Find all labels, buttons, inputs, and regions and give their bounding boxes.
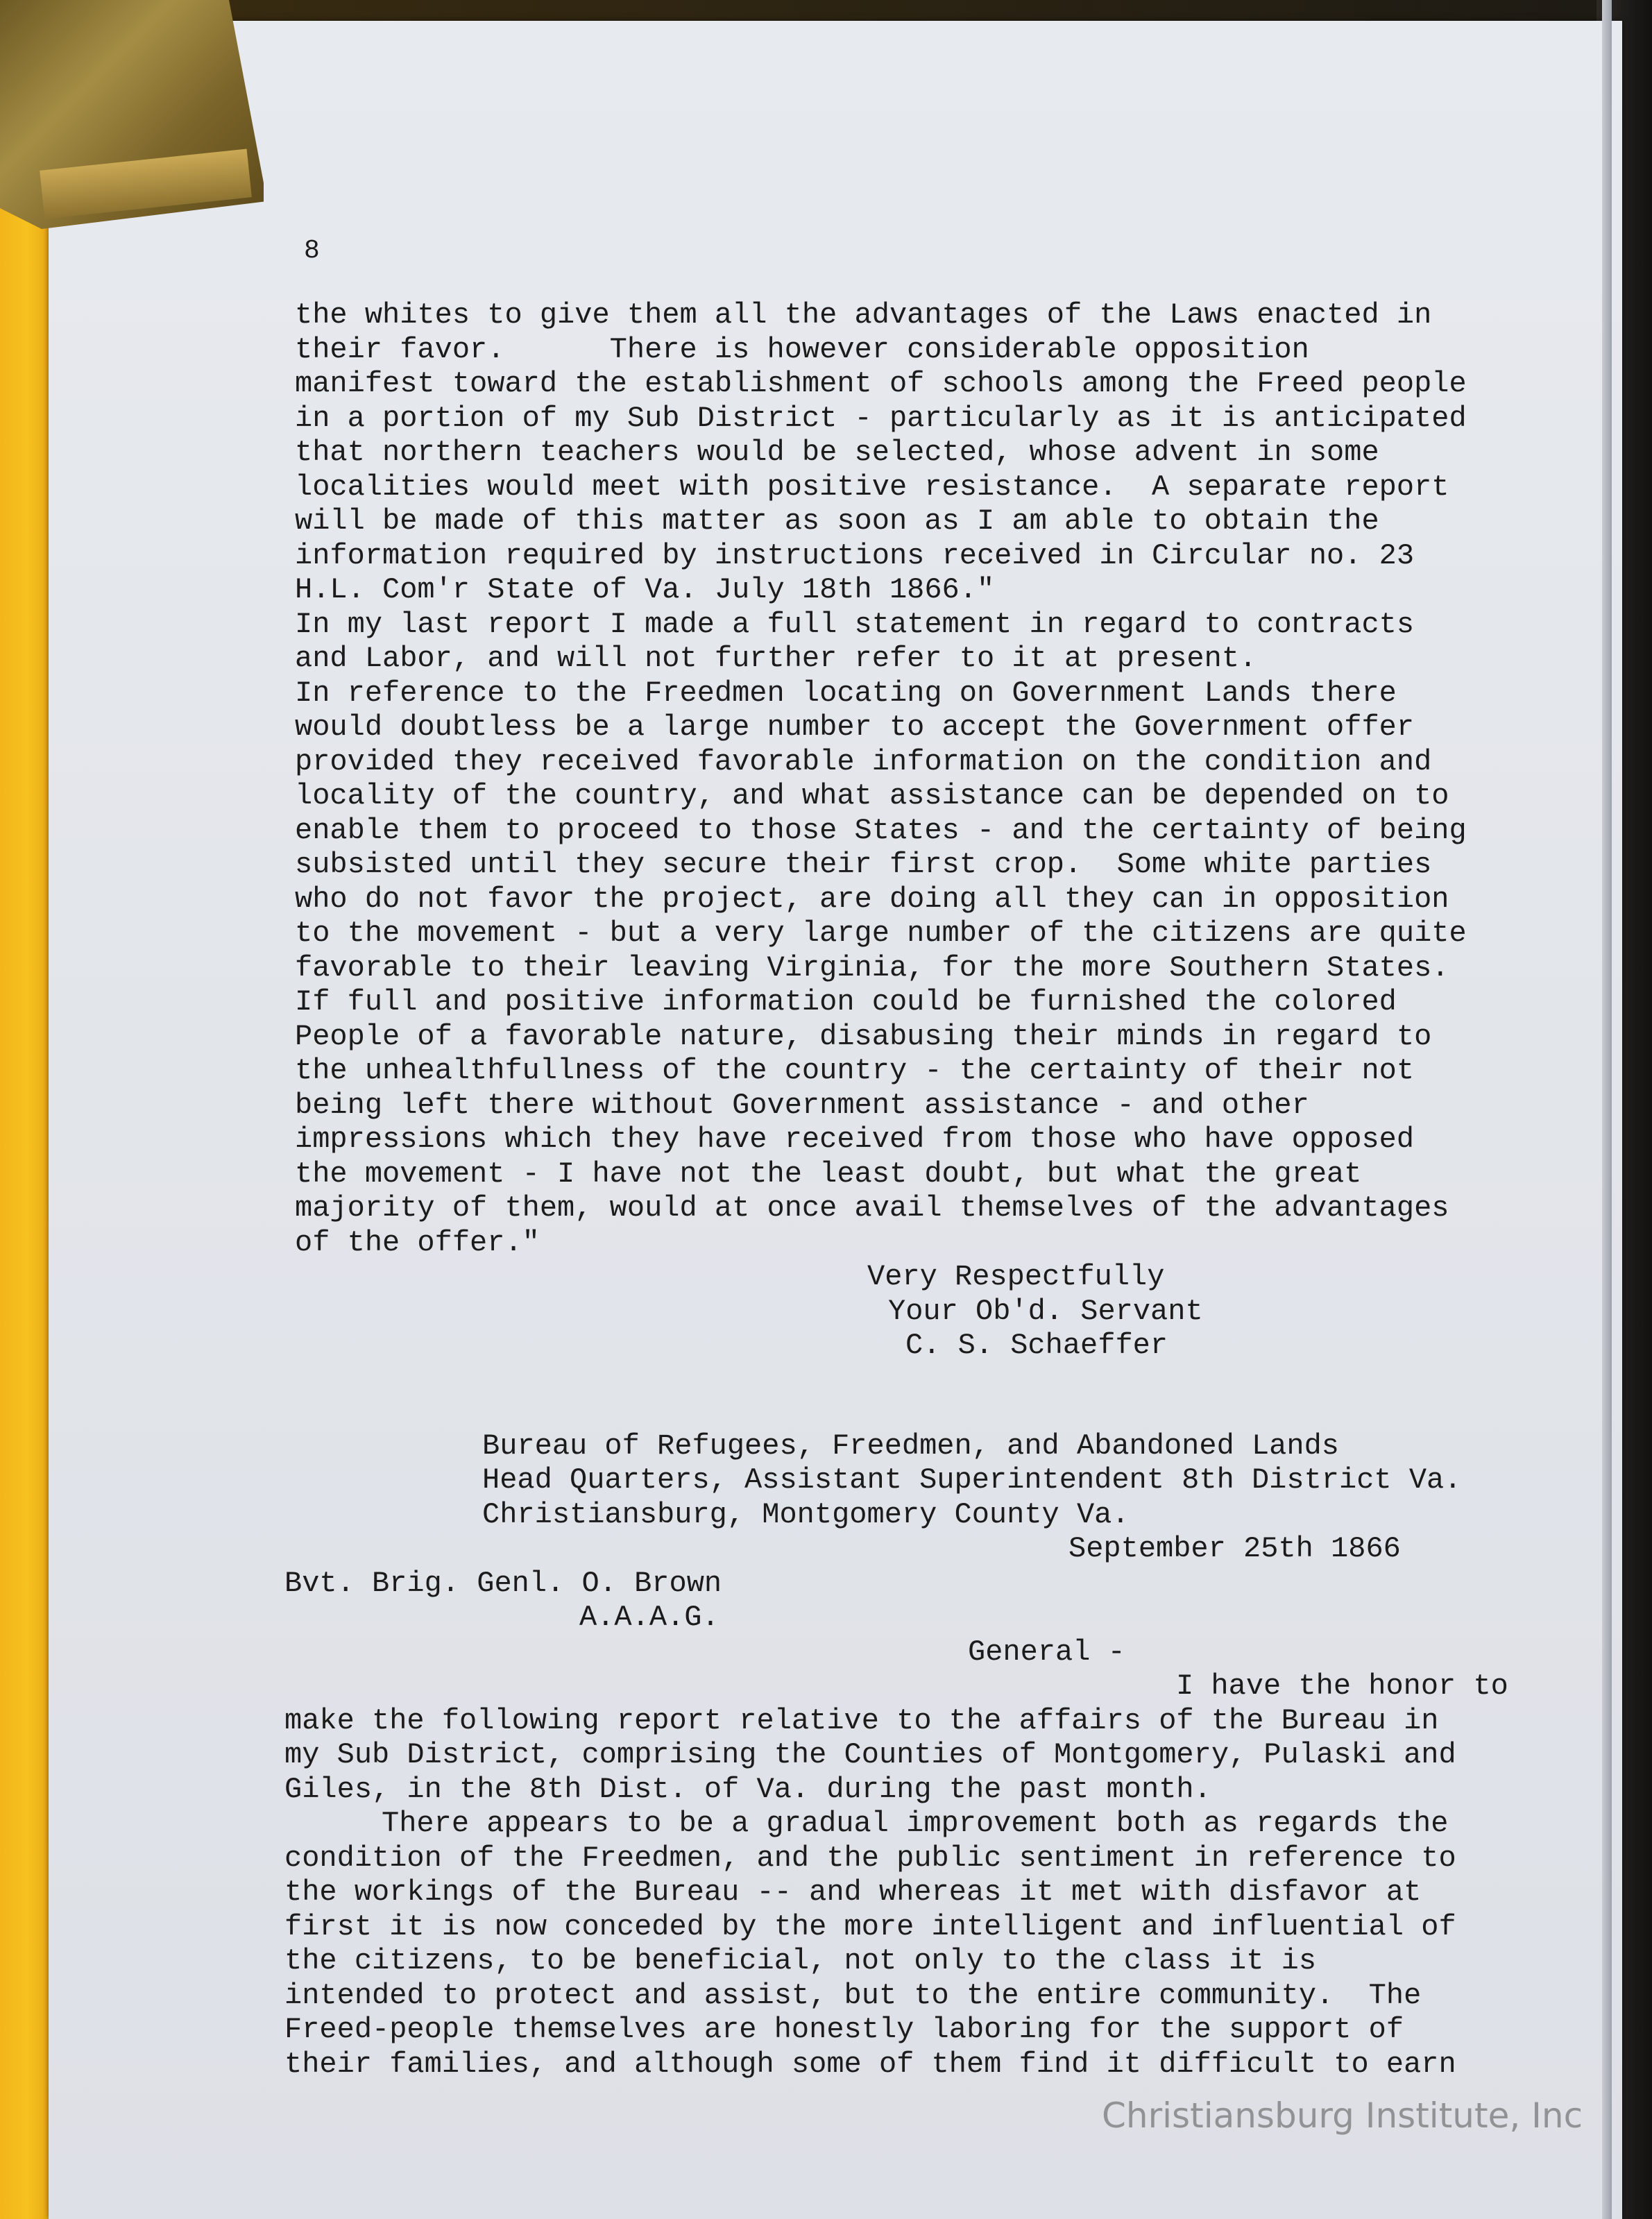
- body-paragraph-report: [284, 1669, 1592, 1807]
- text-line: There appears to be a gradual improvement both as regards the: [382, 1807, 1449, 1840]
- text-line: impressions which they have received from those who have opposed: [295, 1123, 1415, 1156]
- text-line: provided they received favorable information on the condition and: [295, 745, 1432, 779]
- paragraph-government-lands: [295, 677, 1592, 1261]
- text-line: Freed-people themselves are honestly laboring for the support of: [284, 2013, 1404, 2046]
- paragraph-schools: [295, 298, 1592, 608]
- page-edge-shadow: [1602, 0, 1612, 2219]
- text-line: H.L. Com'r State of Va. July 18th 1866.": [295, 573, 995, 606]
- letterhead-line: Bureau of Refugees, Freedmen, and Abandoned Lands: [482, 1429, 1340, 1463]
- closing-line: Very Respectfully: [867, 1260, 1165, 1293]
- text-line: that northern teachers would be selected, whose advent in some: [295, 436, 1379, 469]
- body-paragraph-improvement: [284, 1807, 1592, 2082]
- watermark: Christiansburg Institute, Inc: [1102, 2095, 1583, 2136]
- letterhead-line: Head Quarters, Assistant Superintendent 8th District Va.: [482, 1463, 1462, 1497]
- text-line: their families, and although some of them find it difficult to earn: [284, 2047, 1456, 2081]
- text-line: majority of them, would at once avail themselves of the advantages: [295, 1191, 1449, 1225]
- text-line: the workings of the Bureau -- and whereas it met with disfavor at: [284, 1876, 1422, 1909]
- text-line: to the movement - but a very large number of the citizens are quite: [295, 917, 1467, 950]
- text-line: make the following report relative to the affairs of the Bureau in: [284, 1703, 1439, 1737]
- text-line: in a portion of my Sub District - particularly as it is anticipated: [295, 401, 1467, 435]
- text-line: the unhealthfullness of the country - the certainty of their not: [295, 1054, 1415, 1087]
- signature: C. S. Schaeffer: [905, 1329, 1168, 1362]
- text-line: If full and positive information could be furnished the colored: [295, 985, 1397, 1019]
- text-line: the movement - I have not the least doubt, but what the great: [295, 1157, 1362, 1191]
- text-line: In my last report I made a full statement in regard to contracts: [295, 607, 1415, 641]
- letterhead-line: Christiansburg, Montgomery County Va.: [482, 1497, 1130, 1531]
- text-line: Giles, in the 8th Dist. of Va. during the past month.: [284, 1772, 1211, 1806]
- spacer: [295, 1363, 1592, 1429]
- text-line: would doubtless be a large number to accept the Government offer: [295, 711, 1415, 744]
- text-line: the whites to give them all the advantages of the Laws enacted in: [295, 298, 1432, 332]
- text-line: information required by instructions received in Circular no. 23: [295, 538, 1415, 572]
- text-line: of the offer.": [295, 1225, 540, 1259]
- text-line: their favor. There is however considerable opposition: [295, 332, 1309, 366]
- text-line: subsisted until they secure their first crop. Some white parties: [295, 848, 1432, 881]
- salutation: General -: [968, 1635, 1125, 1669]
- addressee-title: A.A.A.G.: [579, 1601, 719, 1634]
- text-line: will be made of this matter as soon as I am able to obtain the: [295, 504, 1379, 538]
- text-line: condition of the Freedmen, and the public sentiment in reference to: [284, 1841, 1456, 1875]
- text-line: being left there without Government assistance - and other: [295, 1088, 1309, 1122]
- text-line: manifest toward the establishment of schools among the Freed people: [295, 367, 1467, 400]
- text-line: localities would meet with positive resistance. A separate report: [295, 470, 1449, 504]
- text-line: In reference to the Freedmen locating on Government Lands there: [295, 676, 1397, 710]
- text-line: my Sub District, comprising the Counties of Montgomery, Pulaski and: [284, 1738, 1456, 1771]
- text-line: enable them to proceed to those States - and the certainty of being: [295, 813, 1467, 847]
- text-line: I have the honor to: [1176, 1669, 1508, 1703]
- letter-date: September 25th 1866: [1068, 1532, 1401, 1565]
- text-line: who do not favor the project, are doing all they can in opposition: [295, 882, 1449, 916]
- letterhead: [295, 1429, 1592, 1567]
- closing-line: Your Ob'd. Servant: [888, 1294, 1203, 1328]
- closing-block: [295, 1260, 1592, 1363]
- page-number: 8: [304, 236, 320, 266]
- text-line: first it is now conceded by the more intelligent and influential of: [284, 1910, 1456, 1944]
- text-line: and Labor, and will not further refer to it at present.: [295, 642, 1257, 675]
- binder-clip: [0, 0, 264, 229]
- document-text: [284, 298, 1592, 2082]
- paragraph-contracts: [295, 608, 1592, 677]
- text-line: People of a favorable nature, disabusing their minds in regard to: [295, 1019, 1432, 1053]
- text-line: the citizens, to be beneficial, not only to the class it is: [284, 1944, 1317, 1978]
- text-line: locality of the country, and what assistance can be depended on to: [295, 779, 1449, 813]
- addressee: [284, 1567, 1592, 1670]
- text-line: favorable to their leaving Virginia, for the more Southern States.: [295, 951, 1449, 985]
- addressee-name: Bvt. Brig. Genl. O. Brown: [284, 1566, 722, 1600]
- text-line: intended to protect and assist, but to the entire community. The: [284, 1978, 1422, 2012]
